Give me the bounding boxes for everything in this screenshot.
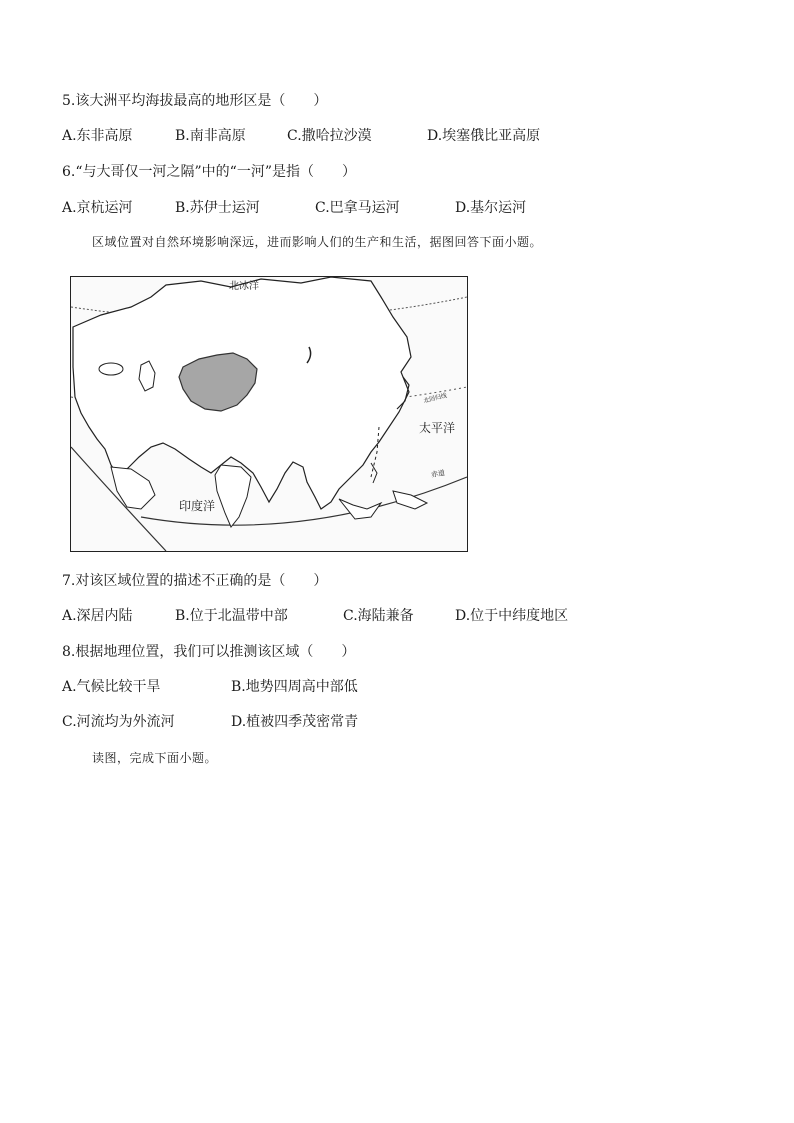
- q6-option-d[interactable]: D.基尔运河: [455, 200, 527, 216]
- tropic-of-cancer-label: 北回归线: [422, 392, 448, 405]
- read-map-instruction: 读图，完成下面小题。: [92, 751, 218, 765]
- equator-label: 赤道: [430, 468, 446, 480]
- q5-option-c[interactable]: C.撒哈拉沙漠: [287, 128, 372, 144]
- q5-option-b[interactable]: B.南非高原: [175, 128, 246, 144]
- arctic-ocean-label: 北冰洋: [229, 281, 259, 292]
- philippines-islands: [371, 463, 377, 483]
- map-intro-text: 区域位置对自然环境影响深远，进而影响人们的生产和生活，据图回答下面小题。: [92, 235, 543, 249]
- indian-subcontinent: [215, 465, 251, 527]
- q8-option-b[interactable]: B.地势四周高中部低: [231, 679, 358, 695]
- q8-option-c[interactable]: C.河流均为外流河: [62, 714, 175, 730]
- q5-option-a[interactable]: A.东非高原: [62, 128, 133, 144]
- pacific-ocean-label: 太平洋: [419, 421, 456, 435]
- q8-option-a[interactable]: A.气候比较干旱: [62, 679, 161, 695]
- arabian-peninsula: [111, 467, 155, 509]
- question-5-stem: 5.该大洲平均海拔最高的地形区是（ ）: [62, 93, 328, 109]
- question-7-stem: 7.对该区域位置的描述不正确的是（ ）: [62, 573, 328, 589]
- q6-option-c[interactable]: C.巴拿马运河: [315, 200, 400, 216]
- q7-option-c[interactable]: C.海陆兼备: [343, 608, 414, 624]
- q8-option-d[interactable]: D.植被四季茂密常青: [231, 714, 359, 730]
- q5-option-d[interactable]: D.埃塞俄比亚高原: [427, 128, 541, 144]
- q7-option-b[interactable]: B.位于北温带中部: [175, 608, 288, 624]
- asia-map-figure: [70, 276, 468, 552]
- asia-map-drawing: [71, 277, 467, 551]
- indian-ocean-label: 印度洋: [179, 499, 216, 513]
- q7-option-d[interactable]: D.位于中纬度地区: [455, 608, 569, 624]
- question-8-stem: 8.根据地理位置，我们可以推测该区域（ ）: [62, 644, 356, 660]
- q6-option-a[interactable]: A.京杭运河: [62, 200, 133, 216]
- q6-option-b[interactable]: B.苏伊士运河: [175, 200, 260, 216]
- black-sea: [99, 363, 123, 375]
- question-6-stem: 6.“与大哥仅一河之隔”中的“一河”是指（ ）: [62, 164, 356, 180]
- q7-option-a[interactable]: A.深居内陆: [62, 608, 133, 624]
- indonesia-islands: [339, 499, 381, 519]
